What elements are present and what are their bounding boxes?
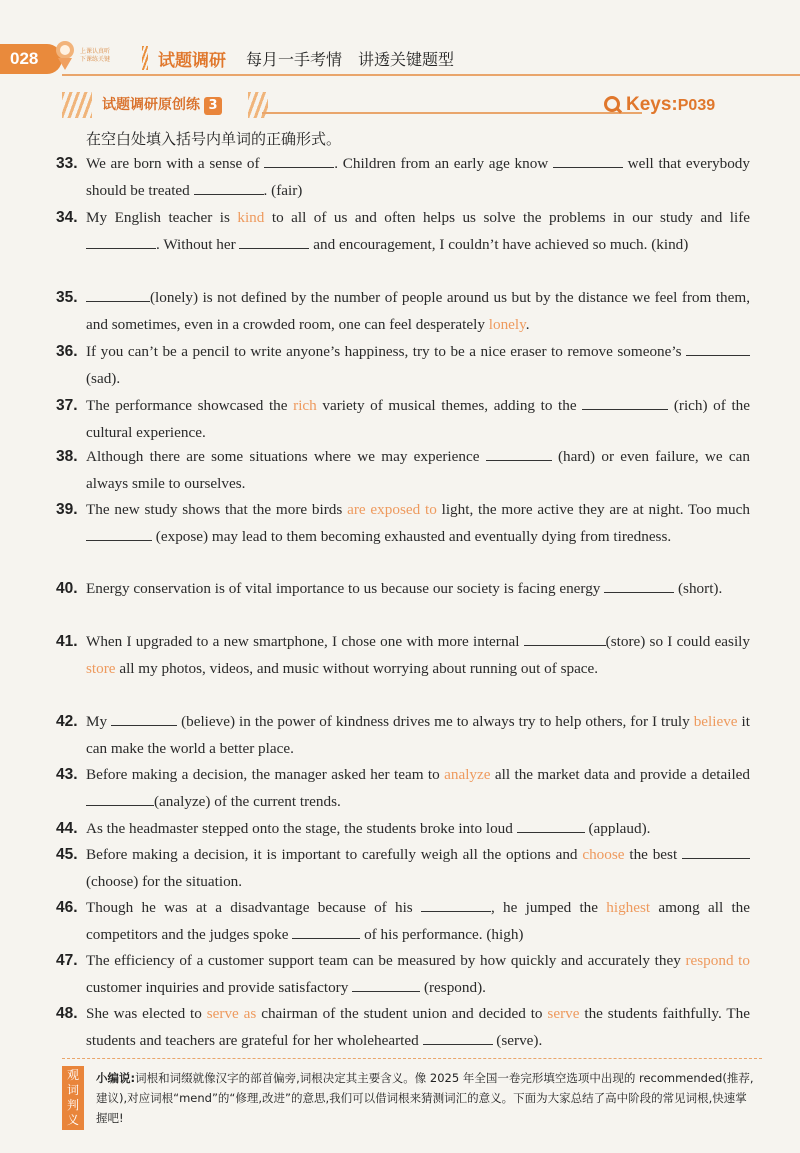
note-label: 小编说:	[96, 1071, 136, 1085]
header-title: 试题调研	[158, 51, 226, 71]
note-tab: 观词判义	[62, 1066, 84, 1130]
question-text: variety of musical themes, adding to the	[316, 397, 583, 414]
question-text: Although there are some situations where we may experience	[86, 448, 486, 465]
question-text: . (fair)	[263, 182, 303, 199]
question-text: Though he was at a disadvantage because of his	[86, 899, 421, 916]
question-text: (hard) or even failure, we can always smile to ourselves.	[86, 448, 750, 492]
question-text: My English teacher is	[86, 209, 238, 226]
section-stripe	[62, 92, 92, 118]
answer-blank[interactable]	[292, 924, 360, 939]
question-text: (store) so I could easily	[605, 633, 750, 650]
search-icon	[604, 96, 620, 112]
question-text: (short).	[674, 580, 723, 597]
question-text: it can make the world a better place.	[86, 713, 750, 757]
answer-blank[interactable]	[553, 153, 623, 168]
question-text: We are born with a sense of	[86, 155, 265, 172]
question-text: The new study shows that the more birds	[86, 501, 348, 518]
editor-note	[62, 1066, 762, 1130]
question-text: well that everybody should be treated	[86, 155, 750, 199]
question-42: 42. My (believe) in the power of kindness drives me to always try to help others, for I truly believe it can make the world a better place.	[56, 713, 750, 757]
answer-blank[interactable]	[486, 446, 552, 461]
answer-blank[interactable]	[421, 897, 491, 912]
question-text: among all the competitors and the judges spoke	[86, 899, 750, 943]
question-text: My	[86, 713, 112, 730]
question-text: light, the more active they are at night. Too much	[436, 501, 750, 518]
question-40: 40. Energy conservation is of vital importance to us because our society is facing energy (short).	[56, 580, 723, 597]
section-title: 试题调研原创练 3	[96, 92, 228, 118]
question-text: The efficiency of a customer support team can be measured by how quickly and accurately they	[86, 952, 686, 969]
question-text: and encouragement, I couldn’t have achieved so much. (kind)	[309, 236, 689, 253]
logo-slogan: 上课认真听 下课练关键	[80, 48, 111, 63]
question-text: (serve).	[492, 1032, 543, 1049]
question-text: If you can’t be a pencil to write anyone’s happiness, try to be a nice eraser to remove someone’s	[86, 343, 686, 360]
header-stripe	[142, 46, 148, 70]
answer-blank[interactable]	[423, 1030, 493, 1045]
question-38: 38. Although there are some situations where we may experience (hard) or even failure, we can always smile to ourselves.	[56, 448, 750, 492]
answer-keys-link[interactable]: Keys:P039	[604, 92, 715, 118]
question-text: , he jumped the	[490, 899, 607, 916]
highlighted-word: are exposed to	[347, 501, 437, 518]
answer-blank[interactable]	[239, 234, 309, 249]
answer-blank[interactable]	[86, 234, 156, 249]
question-text: all the market data and provide a detailed	[490, 766, 750, 783]
page-header	[0, 36, 800, 80]
highlighted-word: lonely	[488, 316, 526, 333]
highlighted-word: kind	[237, 209, 265, 226]
question-text: the best	[624, 846, 682, 863]
question-text: The performance showcased the	[86, 397, 294, 414]
question-text: When I upgraded to a new smartphone, I chose one with more internal	[86, 633, 524, 650]
question-44: 44. As the headmaster stepped onto the stage, the students broke into loud (applaud).	[56, 820, 651, 837]
mascot-logo-icon	[52, 38, 78, 72]
question-text: (sad).	[86, 370, 121, 387]
question-46: 46. Though he was at a disadvantage because of his , he jumped the highest among all the competitors and the judges spoke of his performance. (high)	[56, 899, 750, 943]
question-47: 47. The efficiency of a customer support team can be measured by how quickly and accurately they respond to customer inquiries and provide satisfactory (respond).	[56, 952, 750, 996]
answer-blank[interactable]	[352, 977, 420, 992]
question-text: chairman of the student union and decided to	[256, 1005, 548, 1022]
highlighted-word: rich	[293, 397, 317, 414]
section-stripe-right	[248, 92, 268, 118]
question-34: 34. My English teacher is kind to all of us and often helps us solve the problems in our study and life . Without her and encouragement, I couldn’t have achieved so much. (kind)	[56, 209, 750, 253]
section-rule	[262, 112, 642, 114]
highlighted-word: respond to	[685, 952, 750, 969]
question-text: .	[525, 316, 530, 333]
question-39: 39. The new study shows that the more birds are exposed to light, the more active they are at night. Too much (expose) may lead to them becoming exhausted and eventually dying from tiredness.	[56, 501, 750, 545]
question-text: As the headmaster stepped onto the stage, the students broke into loud	[86, 820, 517, 837]
question-text: (believe) in the power of kindness drives me to always try to help others, for I truly	[177, 713, 694, 730]
question-text: Before making a decision, the manager asked her team to	[86, 766, 445, 783]
question-text: to all of us and often helps us solve the problems in our study and life	[264, 209, 750, 226]
question-text: Before making a decision, it is important to carefully weigh all the options and	[86, 846, 583, 863]
question-text: customer inquiries and provide satisfactory	[86, 979, 353, 996]
note-divider	[62, 1058, 762, 1060]
question-text: (expose) may lead to them becoming exhausted and eventually dying from tiredness.	[152, 528, 672, 545]
question-text: Energy conservation is of vital importance to us because our society is facing energy	[86, 580, 605, 597]
question-text: . Children from an early age know	[334, 155, 553, 172]
answer-blank[interactable]	[582, 395, 668, 410]
note-text	[96, 1068, 756, 1128]
highlighted-word: believe	[693, 713, 738, 730]
question-text: (choose) for the situation.	[86, 873, 243, 890]
answer-blank[interactable]	[686, 341, 750, 356]
header-rule	[62, 74, 800, 76]
question-text: (analyze) of the current trends.	[154, 793, 341, 810]
question-text: (lonely) is not defined by the number of people around us but by the distance we feel from them, and sometimes, even in a crowded room, one can feel desperately	[86, 289, 750, 333]
question-35: 35. (lonely) is not defined by the number of people around us but by the distance we feel from them, and sometimes, even in a crowded room, one can feel desperately lonely.	[56, 289, 750, 333]
question-37: 37. The performance showcased the rich variety of musical themes, adding to the (rich) of the cultural experience.	[56, 397, 750, 441]
question-text: the students faithfully. The students and teachers are grateful for her wholehearted	[86, 1005, 750, 1049]
question-41: 41. When I upgraded to a new smartphone, I chose one with more internal (store) so I could easily store all my photos, videos, and music without worrying about running out of space.	[56, 633, 750, 677]
highlighted-word: analyze	[444, 766, 491, 783]
section-bar	[62, 92, 767, 118]
question-text: (applaud).	[584, 820, 651, 837]
note-body: 词根和词缀就像汉字的部首偏旁,词根决定其主要含义。像 2025 年全国一卷完形填空选项中出现的 recommended(推荐,建议),对应词根“mend”的“修理,改进”的意思,我们可以借词根来猜测词汇的意义。下面为大家总结了高中阶段的常见词根,快速掌握吧!	[96, 1071, 754, 1125]
question-text: all my photos, videos, and music without worrying about running out of space.	[115, 660, 599, 677]
answer-blank[interactable]	[86, 287, 150, 302]
question-36: 36. If you can’t be a pencil to write anyone’s happiness, try to be a nice eraser to remove someone’s (sad).	[56, 338, 750, 392]
highlighted-word: highest	[606, 899, 651, 916]
highlighted-word: choose	[582, 846, 625, 863]
instruction: 在空白处填入括号内单词的正确形式。	[86, 130, 342, 148]
answer-blank[interactable]	[86, 791, 154, 806]
question-43: 43. Before making a decision, the manager asked her team to analyze all the market data and provide a detailed (analyze) of the current trends.	[56, 766, 750, 810]
answer-blank[interactable]	[524, 631, 606, 646]
highlighted-word: store	[86, 660, 116, 677]
section-number: 3	[204, 97, 222, 115]
page-number: 028	[0, 44, 62, 74]
question-text: She was elected to	[86, 1005, 207, 1022]
answer-blank[interactable]	[86, 526, 152, 541]
highlighted-word: serve	[547, 1005, 580, 1022]
header-subtitle: 每月一手考情 讲透关键题型	[246, 50, 455, 69]
question-48: 48. She was elected to serve as chairman of the student union and decided to serve the students faithfully. The students and teachers are grateful for her wholehearted (serve).	[56, 1005, 750, 1049]
question-text: (rich) of the cultural experience.	[86, 397, 750, 441]
answer-blank[interactable]	[517, 818, 585, 833]
highlighted-word: serve as	[206, 1005, 257, 1022]
question-text: . Without her	[156, 236, 240, 253]
answer-blank[interactable]	[111, 711, 177, 726]
answer-blank[interactable]	[682, 844, 750, 859]
answer-blank[interactable]	[264, 153, 334, 168]
answer-blank[interactable]	[194, 180, 264, 195]
question-33: 33. We are born with a sense of . Children from an early age know well that everybody should be treated . (fair)	[56, 155, 750, 199]
answer-blank[interactable]	[604, 578, 674, 593]
question-text: (respond).	[420, 979, 486, 996]
question-45: 45. Before making a decision, it is important to carefully weigh all the options and choose the best (choose) for the situation.	[56, 841, 750, 895]
question-text: of his performance. (high)	[360, 926, 524, 943]
